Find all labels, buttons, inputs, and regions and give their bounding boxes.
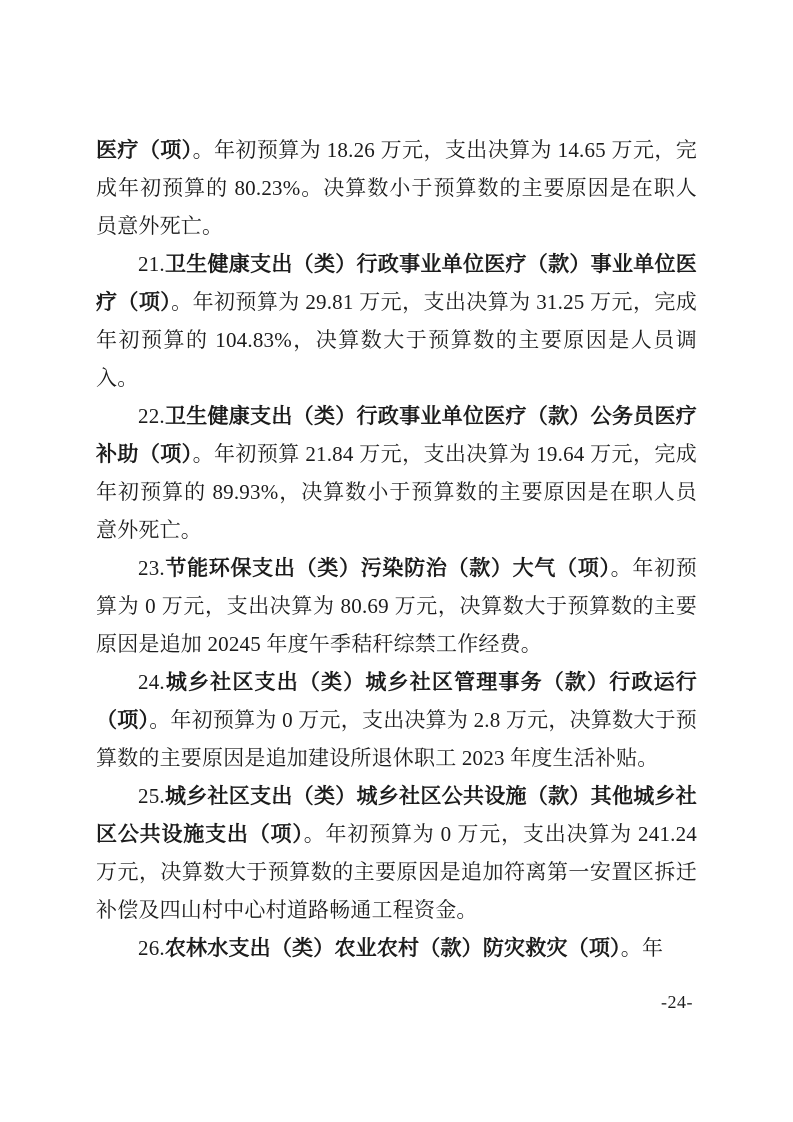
paragraph-body: 。年初预算为 0 万元，支出决算为 241.24 万元，决算数大于预算数的主要原因是追加符离第一安置区拆迁补偿及四山村中心村道路畅通工程资金。 xyxy=(96,822,697,922)
paragraph-number: 21. xyxy=(138,252,165,276)
paragraph-heading: 卫生健康支出（类）行政事业单位医疗（款）事业单位医疗（项） xyxy=(96,252,697,314)
paragraph-number: 23. xyxy=(138,556,165,580)
paragraph-23 xyxy=(96,549,697,663)
paragraph-body: 。年 xyxy=(620,936,664,960)
paragraph-25 xyxy=(96,777,697,929)
paragraph-number: 26. xyxy=(138,936,165,960)
page-number: -24- xyxy=(661,992,693,1012)
paragraph-body: 。年初预算为 0 万元，支出决算为 80.69 万元，决算数大于预算数的主要原因是追加 20245 年度午季秸秆综禁工作经费。 xyxy=(96,556,697,656)
paragraph-heading: 卫生健康支出（类）行政事业单位医疗（款）公务员医疗补助（项） xyxy=(96,404,697,466)
page-content xyxy=(96,131,697,967)
paragraph-number: 22. xyxy=(138,404,165,428)
paragraph-26 xyxy=(96,929,697,967)
paragraph-heading: 城乡社区支出（类）城乡社区公共设施（款）其他城乡社区公共设施支出（项） xyxy=(96,784,697,846)
paragraph-heading: 城乡社区支出（类）城乡社区管理事务（款）行政运行（项） xyxy=(96,670,697,732)
paragraph-body: 。年初预算为 29.81 万元，支出决算为 31.25 万元，完成年初预算的 104.83%，决算数大于预算数的主要原因是人员调入。 xyxy=(96,290,697,390)
paragraph-24 xyxy=(96,663,697,777)
paragraph-number: 24. xyxy=(138,670,165,694)
paragraph-heading: 农林水支出（类）农业农村（款）防灾救灾（项） xyxy=(164,936,621,960)
paragraph-body: 。年初预算为 18.26 万元，支出决算为 14.65 万元，完成年初预算的 80.23%。决算数小于预算数的主要原因是在职人员意外死亡。 xyxy=(96,138,697,238)
paragraph-body: 。年初预算 21.84 万元，支出决算为 19.64 万元，完成年初预算的 89.93%，决算数小于预算数的主要原因是在职人员意外死亡。 xyxy=(96,442,697,542)
paragraph-heading: 节能环保支出（类）污染防治（款）大气（项） xyxy=(164,556,611,580)
paragraph-heading: 医疗（项） xyxy=(96,138,193,162)
paragraph-21 xyxy=(96,245,697,397)
paragraph-number: 25. xyxy=(138,784,165,808)
paragraph-20-continuation xyxy=(96,131,697,245)
paragraph-body: 。年初预算为 0 万元，支出决算为 2.8 万元，决算数大于预算数的主要原因是追加建设所退休职工 2023 年度生活补贴。 xyxy=(96,708,697,770)
paragraph-22 xyxy=(96,397,697,549)
